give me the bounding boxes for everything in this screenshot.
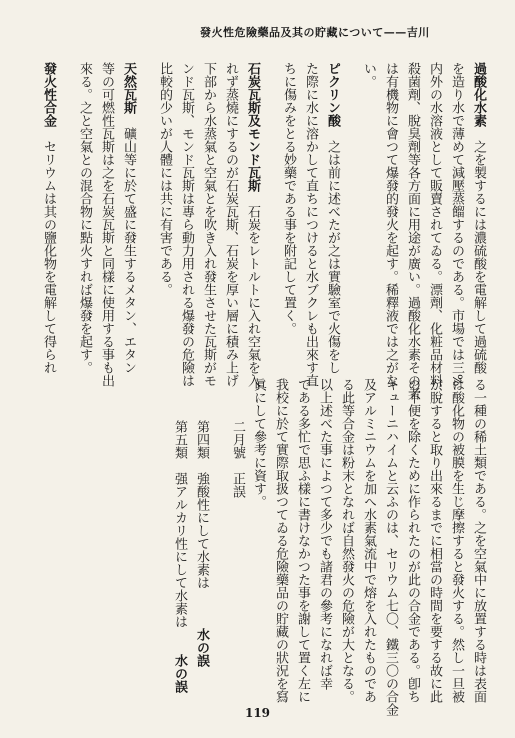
text-line	[357, 62, 379, 88]
line-text: の不便を除くために作られたのが此の合金である。卽ち	[405, 378, 420, 703]
text-line	[269, 378, 291, 703]
section-heading: 發火性合金	[41, 62, 56, 127]
text-line	[313, 378, 335, 690]
line-text: 之を製するには濃硫酸を電解して過硫酸	[471, 140, 486, 374]
line-text: 之は前に述べたが之は實驗室で火傷をし	[325, 140, 340, 374]
section-heading: ピクリン酸	[325, 62, 340, 127]
text-line	[423, 378, 445, 703]
text-line	[467, 378, 489, 703]
text-line	[153, 62, 175, 296]
line-text: ンド瓦斯、モンド瓦斯は專ら動力用される爆發の危險は	[179, 62, 194, 387]
erratum-block	[78, 420, 248, 710]
section-heading: 天然瓦斯	[121, 62, 136, 114]
erratum-wrong: 第五類 强アルカリ性にして水素は	[172, 420, 187, 628]
line-text: が脫すると取り出來るまでに相當の時間を要する故に此	[427, 378, 442, 703]
text-line	[299, 62, 321, 387]
text-line	[423, 62, 445, 400]
line-text: 殺菌劑、脫臭劑等各方面に用途が廣い。過酸化水素その者	[405, 62, 420, 400]
text-line	[241, 62, 263, 387]
text-line	[335, 378, 357, 703]
line-text: い。	[361, 62, 376, 88]
text-line	[117, 62, 139, 374]
text-line	[445, 378, 467, 703]
section-heading: 石炭瓦斯及モンド瓦斯	[245, 62, 260, 192]
erratum-row	[168, 420, 190, 710]
text-line	[379, 378, 401, 716]
erratum-row	[190, 420, 212, 710]
line-text: れず蒸燒にするのが石炭瓦斯、石炭を厚い層に積み上げ	[223, 62, 238, 387]
section-heading: 過酸化水素	[471, 62, 486, 127]
text-line	[247, 378, 269, 508]
line-text: 石炭をレトルトに入れ空氣を入	[245, 205, 260, 387]
line-text: を造り水で薄めて減壓蒸餾するのである。市場では三%	[449, 62, 464, 387]
line-text: キューニハイムと云ふのは、セリウム七〇、鐵三〇の合金	[383, 378, 398, 716]
text-line	[467, 62, 489, 374]
line-text: 内外の水溶液として販賣されてゐる。漂劑、化粧品材料、	[427, 62, 442, 400]
page-number: 119	[244, 706, 271, 720]
line-text: た際に水に溶かして直ちにつけると水ブクレも出來す直	[303, 62, 318, 387]
line-text: 我校に於て實際取扱つてゐる危險藥品の貯藏の狀況を寫	[273, 378, 288, 703]
upper-text-block	[19, 62, 489, 400]
text-line	[277, 62, 299, 335]
line-text: である多忙で思ふ樣に書けなかつた事を謝して置く左に	[295, 378, 310, 703]
line-text: る此等合金は粉末となれば自然發火の危險が大となる。	[339, 378, 354, 703]
line-text: 比較的少いが人體には共に有害である。	[157, 62, 172, 296]
text-line	[219, 62, 241, 387]
line-text: 及アルミニウムを加へ水素氣流中で熔を入れたものであ	[361, 378, 376, 703]
text-line	[37, 62, 59, 374]
line-text: 以上述べた事によつて多少でも諸君の參考になれば幸	[317, 378, 332, 690]
line-text: ちに傷みをとる妙藥である事を附記して置く。	[281, 62, 296, 335]
text-line	[291, 378, 313, 703]
line-text: 礦山等に於て盛に發生するメタン、エタン	[121, 127, 136, 374]
erratum-title: 二月號 正誤	[230, 420, 245, 498]
text-line	[73, 62, 95, 374]
line-text: 來る。之と空氣との混合物に點火すれば爆發を起す。	[77, 62, 92, 374]
text-line	[357, 378, 379, 703]
line-text: は酸化物の被膜を生じ摩擦すると發火する。然し一旦被	[449, 378, 464, 703]
text-line	[445, 62, 467, 386]
line-text: 下部から水蒸氣と空氣とを吹き入れ發生させた瓦斯がモ	[201, 62, 216, 387]
running-head: 發火性危險藥品及其の貯藏について——吉川	[200, 26, 430, 39]
text-line	[321, 62, 343, 374]
erratum-right: 水の誤	[172, 654, 187, 693]
line-text: は有機物に會つて爆發的發火を起す。稀釋液では之がな	[383, 62, 398, 387]
text-line	[95, 62, 117, 387]
text-line	[401, 378, 423, 703]
line-text: 眞にして參考に資す。	[251, 378, 266, 508]
line-text: セリウムは其の鹽化物を電解して得られ	[41, 140, 56, 374]
line-text: る一種の稀土類である。之を空氣中に放置する時は表面	[471, 378, 486, 703]
text-line	[175, 62, 197, 387]
text-line	[379, 62, 401, 387]
text-line	[401, 62, 423, 400]
line-text: 等の可燃性瓦斯は之を石炭瓦斯と同樣に使用する事も出	[99, 62, 114, 387]
erratum-wrong: 第四類 強酸性にして水素は	[194, 420, 209, 589]
erratum-right: 水の誤	[194, 628, 209, 667]
text-line	[197, 62, 219, 387]
